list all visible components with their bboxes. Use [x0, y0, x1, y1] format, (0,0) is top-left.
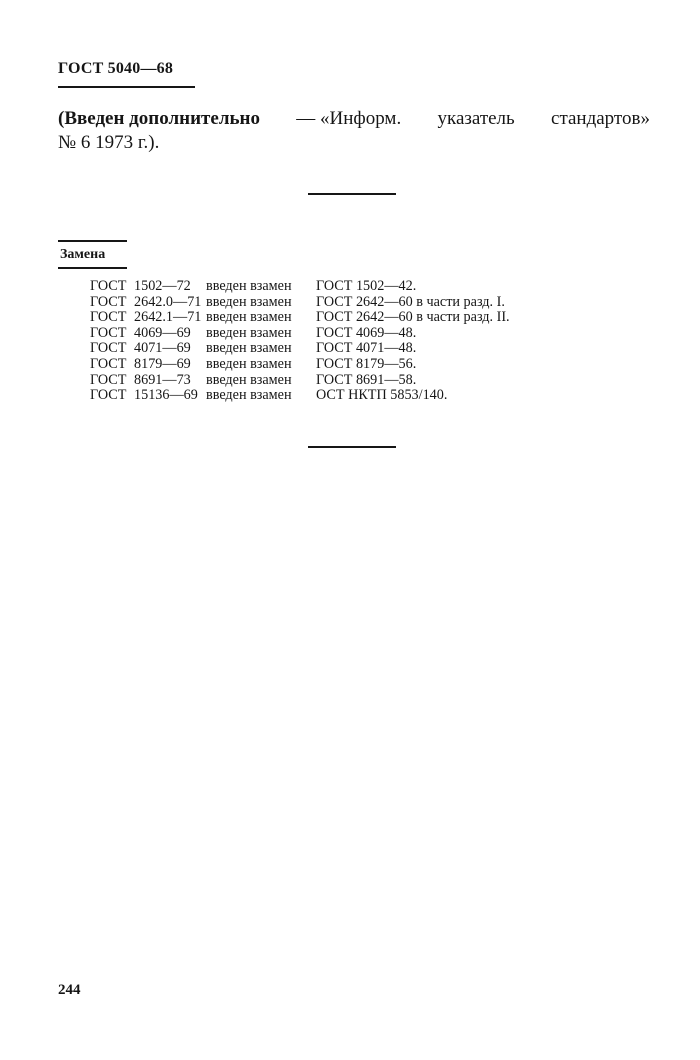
header-underline: [58, 86, 195, 88]
row-prefix: ГОСТ: [90, 387, 127, 404]
row-prefix: ГОСТ: [90, 278, 127, 294]
row-replaced-standard: ГОСТ 8691—58.: [316, 371, 417, 388]
row-prefix: ГОСТ: [90, 324, 127, 341]
zamena-rule-top: [58, 240, 127, 242]
row-replaced-standard: ГОСТ 4071—48.: [316, 340, 417, 357]
row-verb: введен взамен: [206, 278, 292, 294]
row-verb: введен взамен: [206, 387, 292, 404]
page-header-title: ГОСТ 5040—68: [58, 60, 174, 77]
row-standard-number: 8691—73: [134, 371, 191, 388]
row-prefix: ГОСТ: [90, 371, 127, 388]
row-prefix: ГОСТ: [90, 309, 127, 326]
row-standard-number: 4069—69: [134, 324, 191, 341]
row-prefix: ГОСТ: [90, 355, 127, 372]
row-verb: введен взамен: [206, 355, 292, 372]
replacement-row: [90, 310, 650, 326]
replacement-list: [90, 279, 650, 404]
zamena-heading: Замена: [60, 247, 106, 262]
row-verb: введен взамен: [206, 293, 292, 310]
row-replaced-standard: ГОСТ 8179—56.: [316, 355, 417, 372]
replacement-row: [90, 326, 650, 342]
page-number: 244: [58, 982, 81, 998]
row-standard-number: 2642.1—71: [134, 309, 202, 326]
row-standard-number: 15136—69: [134, 387, 198, 404]
intro-text-1: — «Информ.: [296, 108, 402, 129]
row-verb: введен взамен: [206, 309, 292, 326]
intro-bold-text: (Введен дополнительно: [58, 108, 260, 129]
replacement-row: [90, 341, 650, 357]
row-standard-number: 8179—69: [134, 355, 191, 372]
replacement-row: [90, 373, 650, 389]
intro-text-2: указатель: [437, 108, 515, 129]
row-replaced-standard: ГОСТ 4069—48.: [316, 324, 417, 341]
row-standard-number: 2642.0—71: [134, 293, 202, 310]
intro-paragraph: [58, 107, 650, 155]
row-replaced-standard: ГОСТ 2642—60 в части разд. I.: [316, 293, 505, 310]
row-prefix: ГОСТ: [90, 340, 127, 357]
row-standard-number: 4071—69: [134, 340, 191, 357]
row-replaced-standard: ГОСТ 1502—42.: [316, 278, 417, 294]
replacement-row: [90, 295, 650, 311]
intro-line-2: № 6 1973 г.).: [58, 132, 160, 153]
intro-text-3: стандартов»: [551, 108, 650, 129]
section-separator: [308, 446, 396, 448]
row-verb: введен взамен: [206, 340, 292, 357]
replacement-row: [90, 357, 650, 373]
replacement-row: [90, 279, 650, 295]
intro-line-1: [58, 107, 650, 131]
row-prefix: ГОСТ: [90, 293, 127, 310]
row-replaced-standard: ГОСТ 2642—60 в части разд. II.: [316, 309, 510, 326]
row-verb: введен взамен: [206, 324, 292, 341]
zamena-rule-bottom: [58, 267, 127, 269]
section-separator: [308, 193, 396, 195]
row-verb: введен взамен: [206, 371, 292, 388]
replacement-row: [90, 388, 650, 404]
row-standard-number: 1502—72: [134, 278, 191, 294]
row-replaced-standard: ОСТ НКТП 5853/140.: [316, 387, 448, 404]
